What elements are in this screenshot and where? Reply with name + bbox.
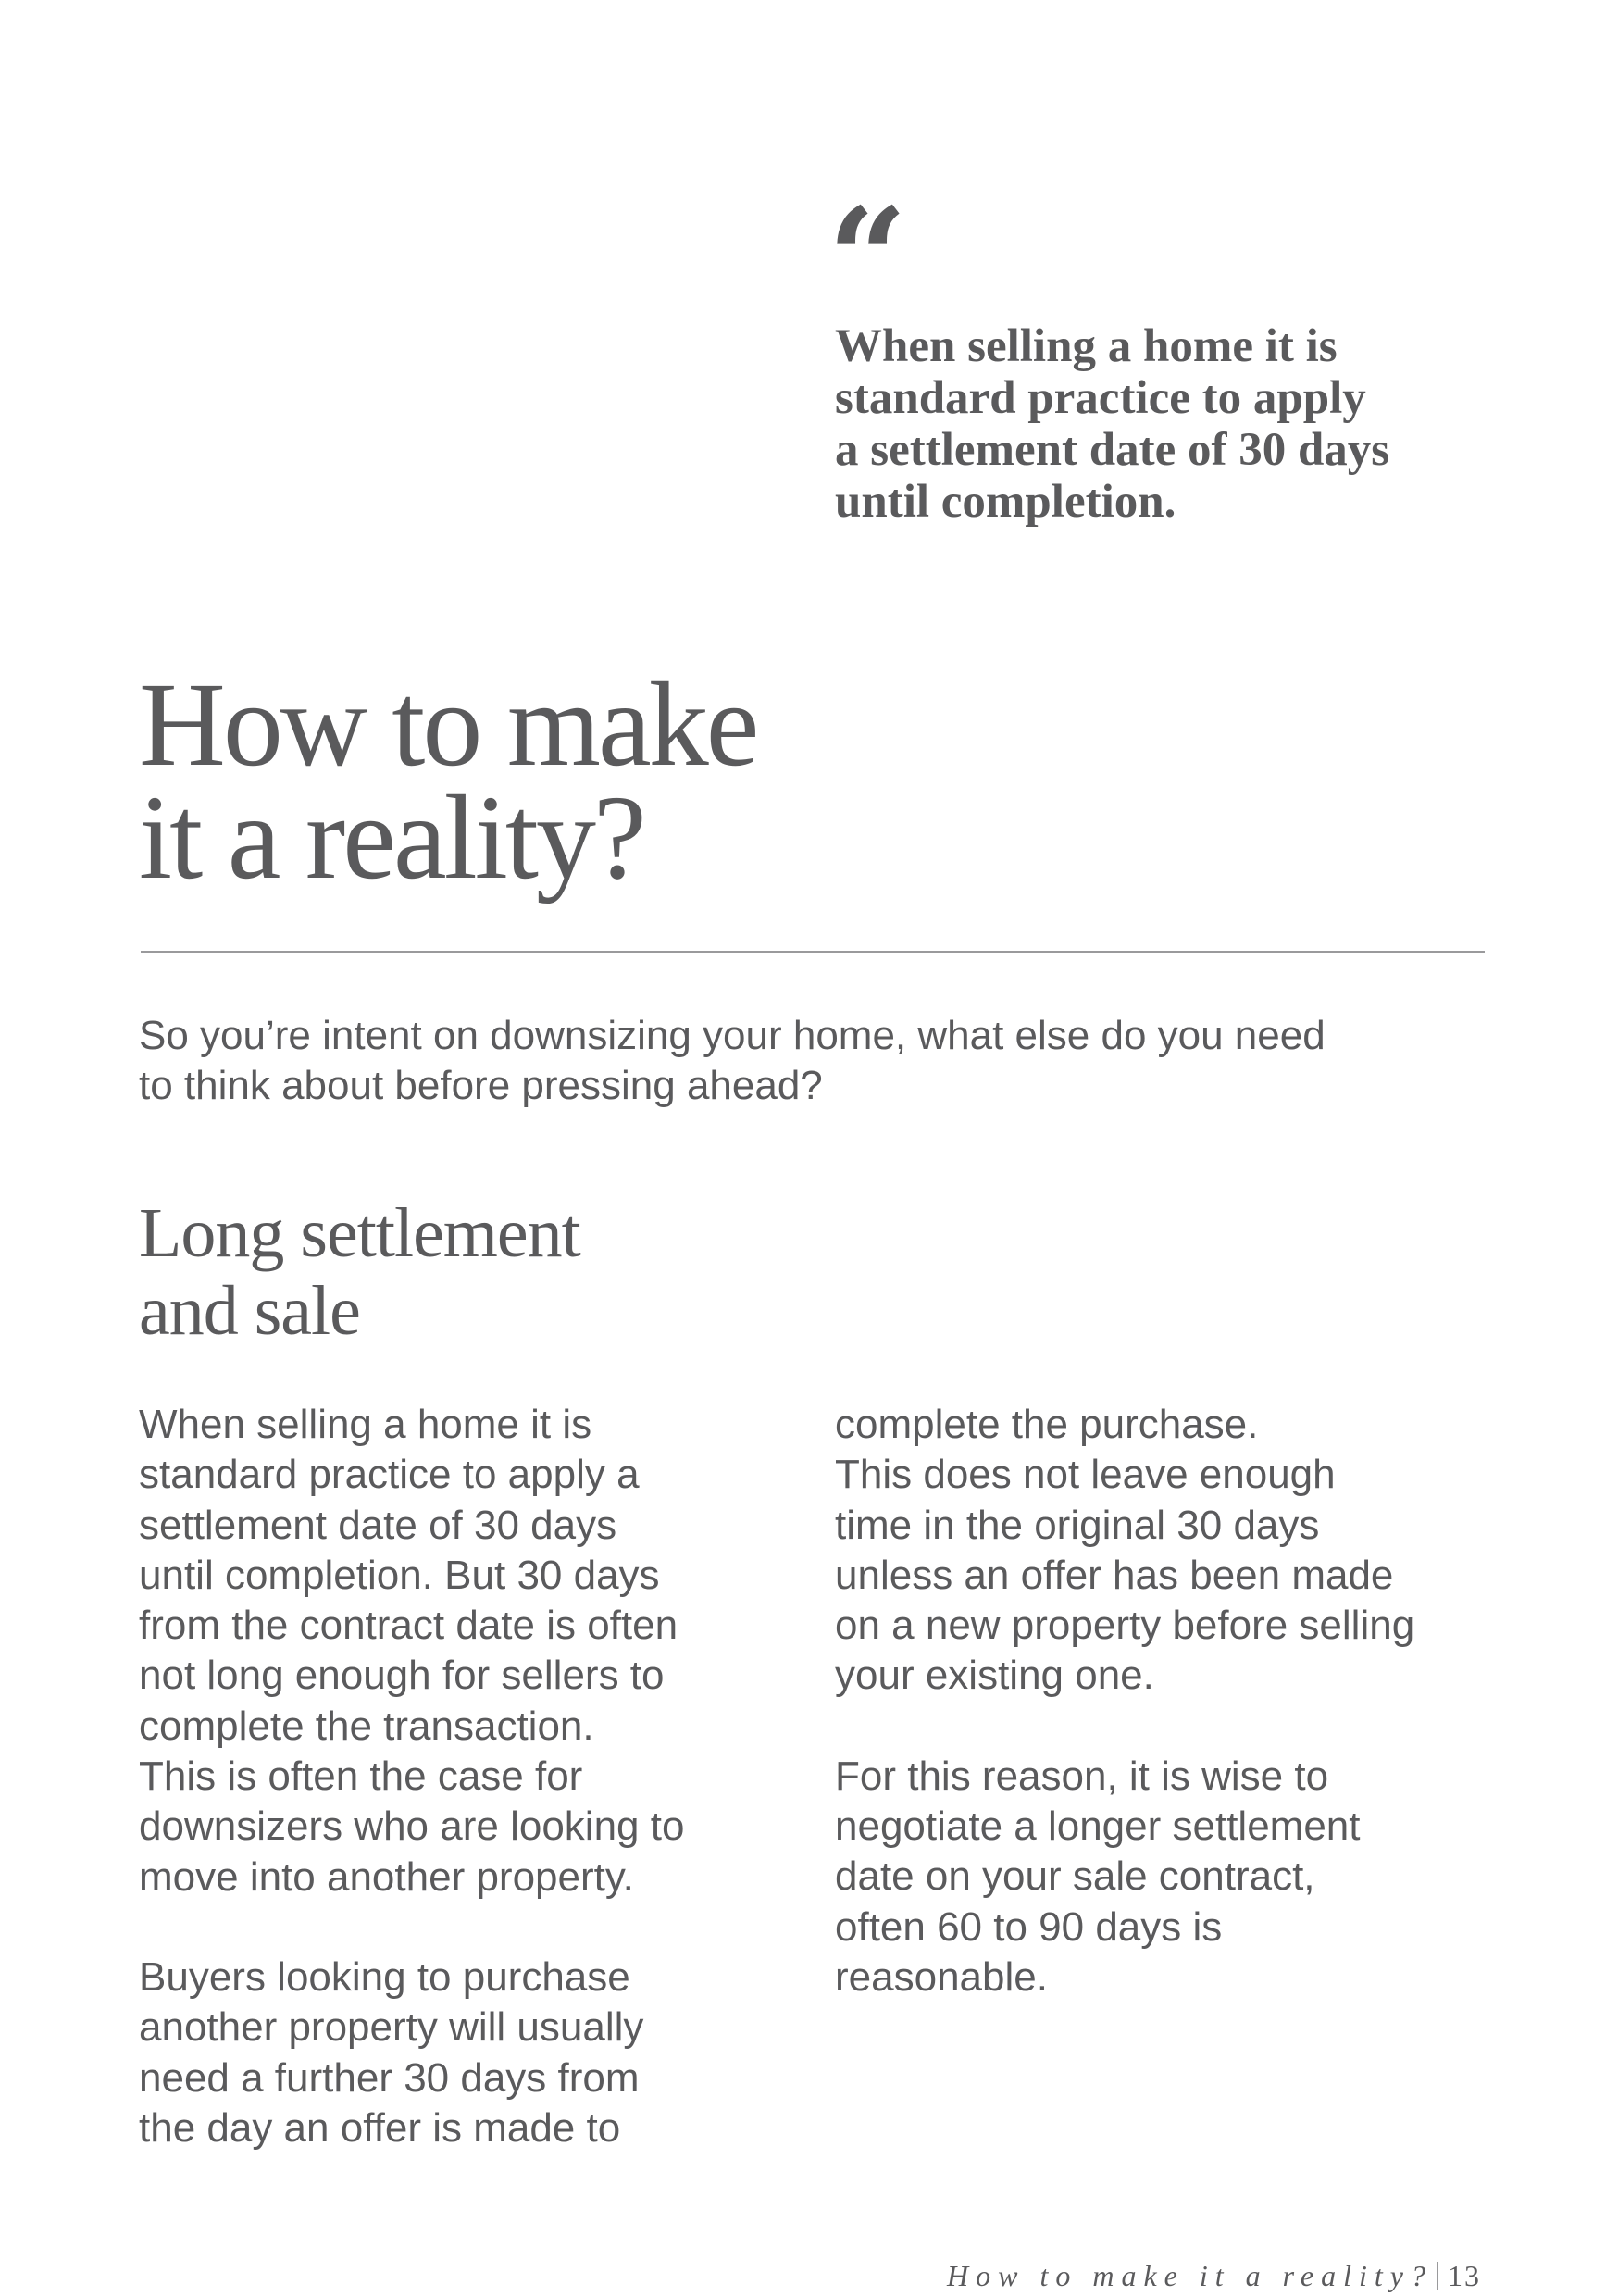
body-line: reasonable.	[835, 1953, 1048, 2000]
section-heading-line: Long settlement	[139, 1194, 580, 1272]
divider	[141, 951, 1485, 953]
body-line: complete the purchase.	[835, 1402, 1259, 1447]
body-paragraph	[835, 1400, 1557, 1702]
body-line: often 60 to 90 days is	[835, 1903, 1223, 1950]
page-number: 13	[1448, 2259, 1481, 2292]
body-line: standard practice to apply a	[139, 1452, 640, 1498]
page-title-line: it a reality?	[139, 771, 644, 905]
page-title	[139, 658, 757, 905]
body-line: For this reason, it is wise to	[835, 1753, 1329, 1799]
footer-running-title: How to make it a reality?	[947, 2259, 1433, 2292]
body-line: need a further 30 days from	[139, 2054, 640, 2101]
body-line: your existing one.	[835, 1653, 1154, 1699]
intro-line: So you’re intent on downsizing your home, what else do you need	[139, 1013, 1326, 1058]
section-heading	[139, 1194, 580, 1350]
body-line: negotiate a longer settlement	[835, 1803, 1361, 1850]
body-line: complete the transaction.	[139, 1703, 594, 1749]
intro-paragraph	[139, 1011, 1509, 1111]
body-line: unless an offer has been made	[835, 1552, 1394, 1598]
page-title-line: How to make	[139, 658, 757, 792]
body-line: This does not leave enough	[835, 1452, 1336, 1498]
body-line: Buyers looking to purchase	[139, 1953, 630, 2000]
page-footer	[947, 2257, 1481, 2294]
body-line: This is often the case for	[139, 1753, 583, 1800]
body-paragraph	[139, 1953, 861, 2153]
intro-line: to think about before pressing ahead?	[139, 1063, 823, 1108]
body-line: on a new property before selling	[835, 1603, 1415, 1649]
body-paragraph	[835, 1752, 1557, 2003]
body-line: time in the original 30 days	[835, 1502, 1320, 1548]
body-line: When selling a home it is	[139, 1402, 592, 1447]
body-line: another property will usually	[139, 2004, 644, 2051]
body-line: date on your sale contract,	[835, 1853, 1315, 1900]
footer-separator	[1437, 2262, 1438, 2290]
quote-mark: “	[828, 178, 908, 341]
pull-quote	[835, 320, 1538, 528]
body-column-left	[139, 1400, 861, 2153]
body-line: until completion. But 30 days	[139, 1552, 660, 1598]
body-column-right	[835, 1400, 1557, 2003]
body-paragraph	[139, 1400, 861, 1903]
body-line: from the contract date is often	[139, 1603, 678, 1649]
body-line: not long enough for sellers to	[139, 1653, 665, 1699]
pull-quote-line: When selling a home it is	[835, 320, 1338, 372]
body-line: the day an offer is made to	[139, 2104, 621, 2151]
pull-quote-line: until completion.	[835, 476, 1176, 528]
pull-quote-line: a settlement date of 30 days	[835, 424, 1390, 476]
body-line: downsizers who are looking to	[139, 1803, 685, 1850]
section-heading-line: and sale	[139, 1272, 360, 1350]
pull-quote-line: standard practice to apply	[835, 372, 1366, 424]
body-line: settlement date of 30 days	[139, 1502, 617, 1548]
body-line: move into another property.	[139, 1853, 634, 1900]
